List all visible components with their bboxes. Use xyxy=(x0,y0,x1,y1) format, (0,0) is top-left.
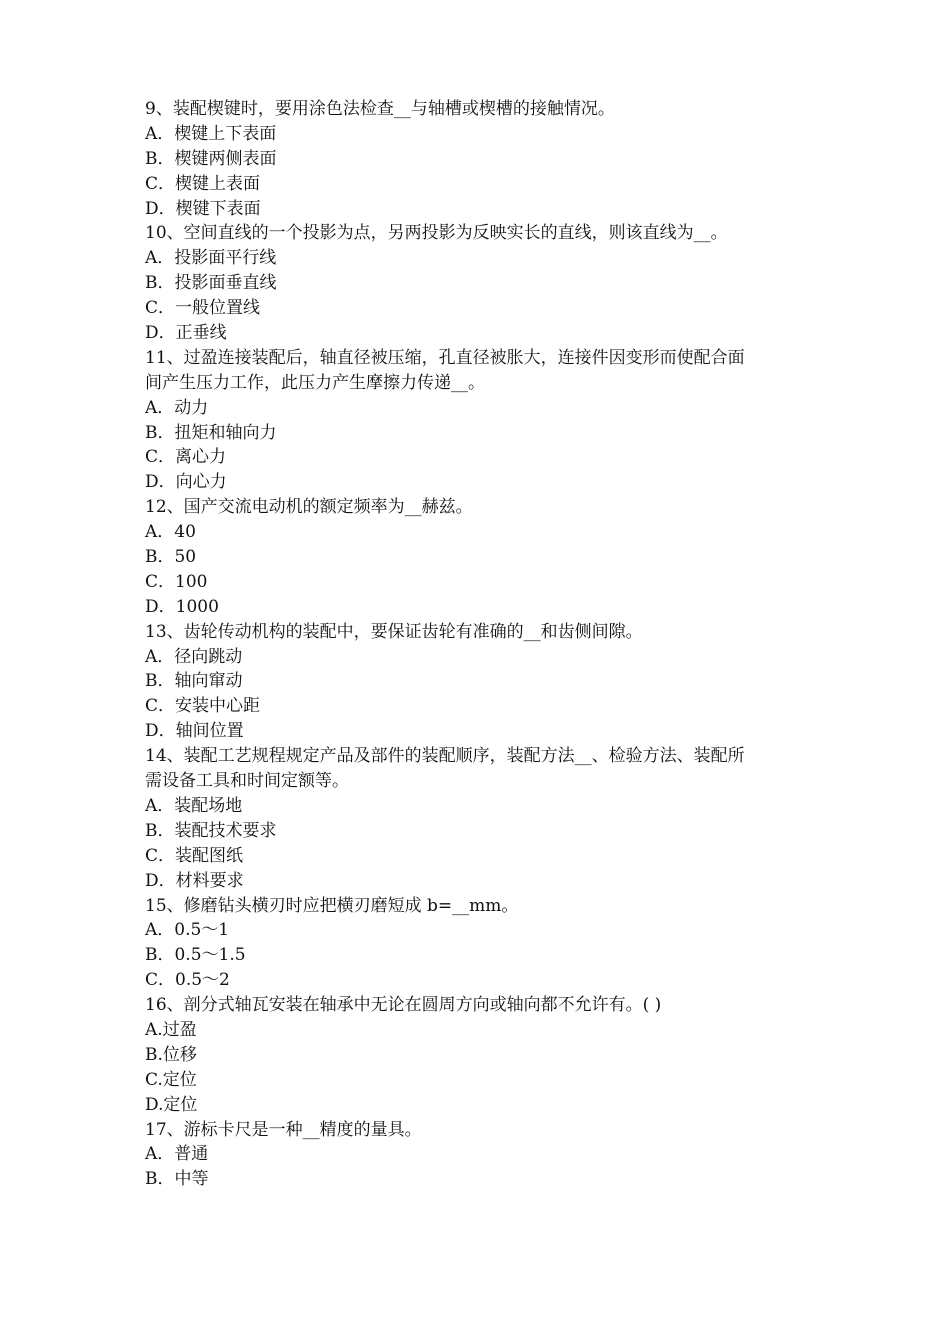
question-12-option-a: A．40 xyxy=(145,522,196,543)
question-14-stem-line-2: 需设备工具和时间定额等。 xyxy=(145,771,349,792)
question-14-option-b: B．装配技术要求 xyxy=(145,820,277,841)
question-13-option-c: C．安装中心距 xyxy=(145,696,261,717)
question-15-option-a: A．0.5～1 xyxy=(145,920,230,941)
question-11-stem-line-2: 间产生压力工作，此压力产生摩擦力传递__。 xyxy=(145,372,485,393)
question-13-option-b: B．轴向窜动 xyxy=(145,671,243,692)
question-11-option-a: A．动力 xyxy=(145,397,209,418)
question-14-stem-line-1: 14、装配工艺规程规定产品及部件的装配顺序，装配方法__、检验方法、装配所 xyxy=(145,746,745,767)
question-12-stem: 12、国产交流电动机的额定频率为__赫兹。 xyxy=(145,497,473,518)
question-12-option-d: D．1000 xyxy=(145,596,219,617)
question-17-stem: 17、游标卡尺是一种__精度的量具。 xyxy=(145,1119,422,1140)
question-12-option-b: B．50 xyxy=(145,547,197,568)
question-17-option-b: B．中等 xyxy=(145,1169,209,1190)
question-15-option-b: B．0.5～1.5 xyxy=(145,945,246,966)
question-10-option-a: A．投影面平行线 xyxy=(145,248,277,269)
question-17-option-a: A．普通 xyxy=(145,1144,209,1165)
question-11-option-c: C．离心力 xyxy=(145,447,227,468)
question-10-option-d: D．正垂线 xyxy=(145,323,227,344)
question-15-option-c: C．0.5～2 xyxy=(145,970,230,991)
question-13-stem: 13、齿轮传动机构的装配中，要保证齿轮有准确的__和齿侧间隙。 xyxy=(145,621,643,642)
question-9-option-d: D．楔键下表面 xyxy=(145,198,261,219)
question-10-option-c: C．一般位置线 xyxy=(145,298,261,319)
question-9-option-b: B．楔键两侧表面 xyxy=(145,148,277,169)
question-11-stem-line-1: 11、过盈连接装配后，轴直径被压缩，孔直径被胀大，连接件因变形而使配合面 xyxy=(145,347,745,368)
question-13-option-a: A．径向跳动 xyxy=(145,646,243,667)
question-14-option-a: A．装配场地 xyxy=(145,795,243,816)
question-15-stem: 15、修磨钻头横刃时应把横刃磨短成 b=__mm。 xyxy=(145,895,519,916)
question-16-option-d: D.定位 xyxy=(145,1094,198,1115)
question-16-option-a: A.过盈 xyxy=(145,1019,197,1040)
question-10-option-b: B．投影面垂直线 xyxy=(145,273,277,294)
document-page xyxy=(145,97,825,1192)
question-14-option-c: C．装配图纸 xyxy=(145,845,244,866)
question-13-option-d: D．轴间位置 xyxy=(145,721,244,742)
question-11-option-b: B．扭矩和轴向力 xyxy=(145,422,277,443)
question-9-stem: 9、装配楔键时，要用涂色法检查__与轴槽或楔槽的接触情况。 xyxy=(145,99,615,119)
question-10-stem: 10、空间直线的一个投影为点，另两投影为反映实长的直线，则该直线为__。 xyxy=(145,223,728,244)
question-16-stem: 16、剖分式轴瓦安装在轴承中无论在圆周方向或轴向都不允许有。( ) xyxy=(145,995,662,1016)
question-9-option-c: C．楔键上表面 xyxy=(145,173,261,194)
question-9-option-a: A．楔键上下表面 xyxy=(145,123,277,144)
question-14-option-d: D．材料要求 xyxy=(145,870,244,891)
question-11-option-d: D．向心力 xyxy=(145,472,227,493)
question-16-option-b: B.位移 xyxy=(145,1044,197,1065)
question-16-option-c: C.定位 xyxy=(145,1069,197,1090)
question-12-option-c: C．100 xyxy=(145,571,208,592)
